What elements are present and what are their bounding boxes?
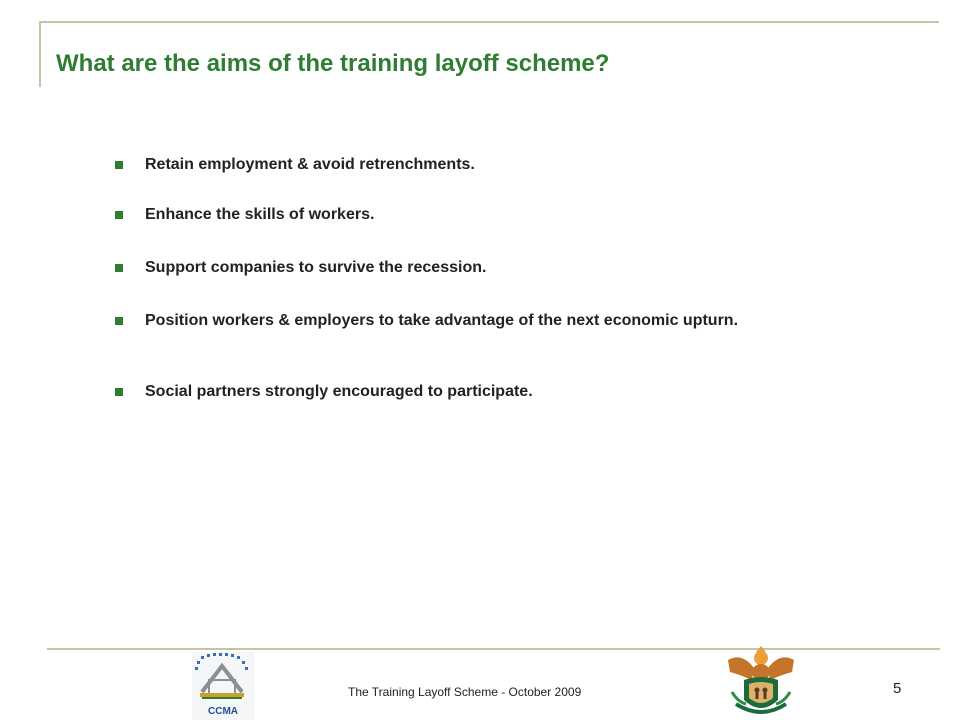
- footer-divider: [47, 648, 940, 650]
- square-bullet-icon: [115, 264, 123, 272]
- bullet-text: Retain employment & avoid retrenchments.: [145, 156, 475, 173]
- square-bullet-icon: [115, 317, 123, 325]
- square-bullet-icon: [115, 211, 123, 219]
- footer-text: The Training Layoff Scheme - October 2009: [348, 685, 582, 699]
- left-frame-line: [39, 21, 41, 87]
- bullet-text: Social partners strongly encouraged to participate.: [145, 383, 533, 400]
- square-bullet-icon: [115, 161, 123, 169]
- bullet-text: Enhance the skills of workers.: [145, 206, 375, 223]
- square-bullet-icon: [115, 388, 123, 396]
- ccma-logo: [192, 652, 254, 720]
- bullet-text: Support companies to survive the recession.: [145, 259, 487, 276]
- page-number: 5: [893, 680, 902, 697]
- top-frame-line: [39, 21, 939, 23]
- coat-of-arms-logo: [722, 646, 800, 720]
- bullet-text: Position workers & employers to take advantage of the next economic upturn.: [145, 312, 739, 329]
- slide-title: What are the aims of the training layoff scheme?: [56, 50, 610, 77]
- ccma-logo-text: CCMA: [208, 706, 238, 717]
